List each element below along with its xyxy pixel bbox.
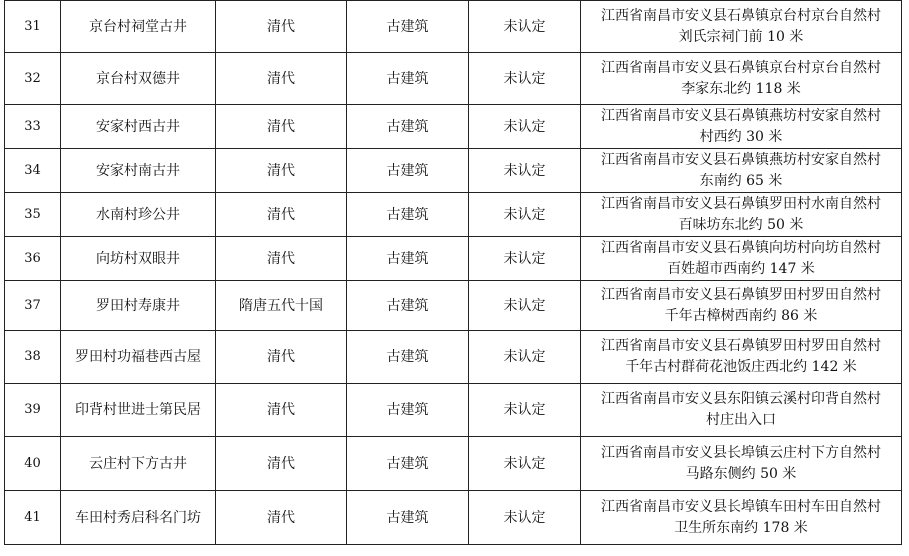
location-line-1: 江西省南昌市安义县石鼻镇罗田村水南自然村 (601, 195, 881, 212)
site-location (581, 193, 902, 237)
row-number: 41 (5, 491, 61, 545)
site-location (581, 1, 902, 53)
site-status: 未认定 (469, 149, 581, 193)
row-number: 34 (5, 149, 61, 193)
table-row (5, 237, 902, 281)
site-era: 清代 (216, 331, 347, 384)
site-era: 清代 (216, 105, 347, 149)
location-line-1: 江西省南昌市安义县石鼻镇燕坊村安家自然村 (601, 151, 881, 168)
table-row (5, 331, 902, 384)
location-line-1: 江西省南昌市安义县石鼻镇京台村京台自然村 (601, 7, 881, 24)
site-location (581, 53, 902, 105)
site-location (581, 237, 902, 281)
location-line-1: 江西省南昌市安义县石鼻镇京台村京台自然村 (601, 59, 881, 76)
location-line-1: 江西省南昌市安义县东阳镇云溪村印背自然村 (601, 391, 881, 407)
row-number: 40 (5, 437, 61, 491)
location-line-1: 江西省南昌市安义县石鼻镇向坊村向坊自然村 (601, 239, 881, 256)
table-row (5, 281, 902, 331)
site-era: 清代 (216, 384, 347, 437)
site-category: 古建筑 (347, 149, 469, 193)
table-body (5, 1, 902, 545)
site-era: 清代 (216, 1, 347, 53)
site-status: 未认定 (469, 437, 581, 491)
row-number: 32 (5, 53, 61, 105)
site-category: 古建筑 (347, 105, 469, 149)
location-line-1: 江西省南昌市安义县长埠镇云庄村下方自然村 (601, 444, 881, 461)
site-name: 罗田村功福巷西古屋 (61, 331, 216, 384)
table-row (5, 53, 902, 105)
location-line-2: 千年古樟树西南约 86 米 (664, 307, 818, 324)
location-line-2: 百姓超市西南约 147 米 (667, 260, 815, 277)
site-status: 未认定 (469, 53, 581, 105)
site-category: 古建筑 (347, 384, 469, 437)
table-row (5, 193, 902, 237)
site-name: 京台村双德井 (61, 53, 216, 105)
site-status: 未认定 (469, 237, 581, 281)
site-location (581, 491, 902, 545)
location-line-1: 江西省南昌市安义县石鼻镇燕坊村安家自然村 (601, 107, 881, 124)
site-location (581, 384, 902, 437)
table-row (5, 149, 902, 193)
location-line-2: 村庄出入口 (706, 412, 776, 428)
site-status: 未认定 (469, 331, 581, 384)
site-status: 未认定 (469, 491, 581, 545)
row-number: 33 (5, 105, 61, 149)
site-name: 水南村珍公井 (61, 193, 216, 237)
site-status: 未认定 (469, 281, 581, 331)
site-name: 向坊村双眼井 (61, 237, 216, 281)
site-status: 未认定 (469, 1, 581, 53)
location-line-2: 百味坊东北约 50 米 (678, 216, 804, 233)
site-category: 古建筑 (347, 281, 469, 331)
site-name: 印背村世进士第民居 (61, 384, 216, 437)
site-name: 罗田村寿康井 (61, 281, 216, 331)
site-location (581, 149, 902, 193)
site-category: 古建筑 (347, 193, 469, 237)
site-category: 古建筑 (347, 437, 469, 491)
location-line-2: 千年古村群荷花池饭庄西北约 142 米 (625, 359, 857, 375)
site-era: 清代 (216, 437, 347, 491)
location-line-1: 江西省南昌市安义县长埠镇车田村车田自然村 (601, 498, 881, 515)
table-row (5, 1, 902, 53)
location-line-1: 江西省南昌市安义县石鼻镇罗田村罗田自然村 (601, 286, 881, 303)
location-line-2: 村西约 30 米 (699, 128, 783, 145)
location-line-2: 李家东北约 118 米 (681, 80, 801, 97)
heritage-sites-table (4, 0, 902, 545)
table-row (5, 491, 902, 545)
site-name: 车田村秀启科名门坊 (61, 491, 216, 545)
site-era: 清代 (216, 193, 347, 237)
site-status: 未认定 (469, 193, 581, 237)
row-number: 38 (5, 331, 61, 384)
site-category: 古建筑 (347, 491, 469, 545)
site-category: 古建筑 (347, 1, 469, 53)
site-era: 清代 (216, 149, 347, 193)
site-name: 安家村西古井 (61, 105, 216, 149)
site-category: 古建筑 (347, 331, 469, 384)
row-number: 36 (5, 237, 61, 281)
row-number: 39 (5, 384, 61, 437)
row-number: 37 (5, 281, 61, 331)
location-line-2: 卫生所东南约 178 米 (674, 519, 808, 536)
location-line-2: 刘氏宗祠门前 10 米 (678, 28, 804, 45)
site-location (581, 331, 902, 384)
table-row (5, 437, 902, 491)
table-row (5, 105, 902, 149)
site-status: 未认定 (469, 384, 581, 437)
site-name: 京台村祠堂古井 (61, 1, 216, 53)
location-line-2: 东南约 65 米 (699, 172, 783, 189)
site-era: 清代 (216, 53, 347, 105)
site-era: 清代 (216, 237, 347, 281)
site-category: 古建筑 (347, 53, 469, 105)
table-row (5, 384, 902, 437)
site-era: 清代 (216, 491, 347, 545)
location-line-1: 江西省南昌市安义县石鼻镇罗田村罗田自然村 (601, 338, 881, 354)
site-name: 安家村南古井 (61, 149, 216, 193)
site-status: 未认定 (469, 105, 581, 149)
site-location (581, 437, 902, 491)
site-location (581, 105, 902, 149)
site-era: 隋唐五代十国 (216, 281, 347, 331)
site-location (581, 281, 902, 331)
site-name: 云庄村下方古井 (61, 437, 216, 491)
site-category: 古建筑 (347, 237, 469, 281)
row-number: 35 (5, 193, 61, 237)
row-number: 31 (5, 1, 61, 53)
location-line-2: 马路东侧约 50 米 (685, 465, 797, 482)
